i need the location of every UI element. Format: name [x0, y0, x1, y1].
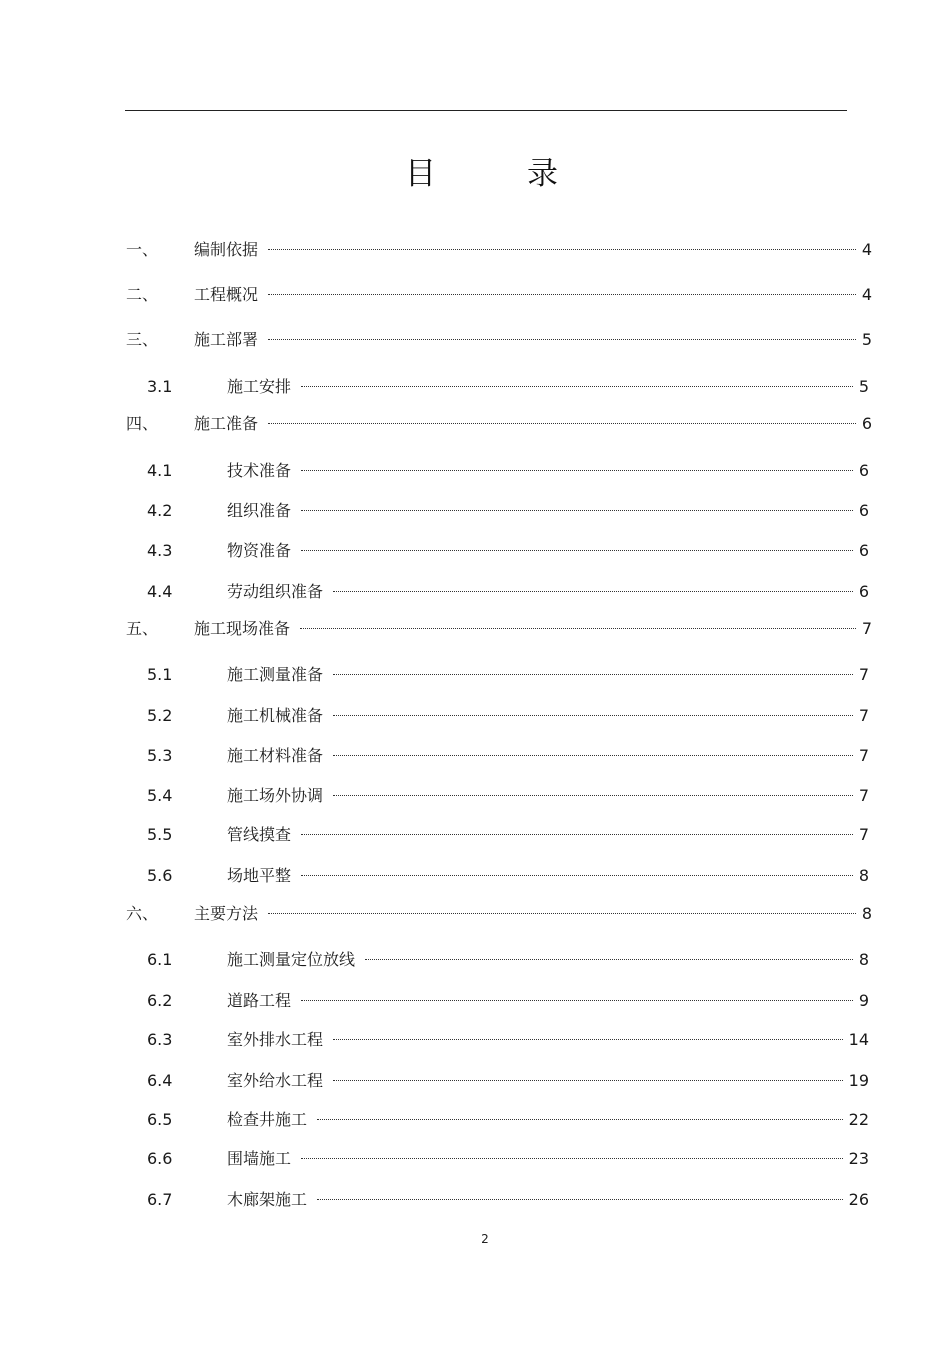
toc-entry-number: 六、 — [126, 904, 159, 923]
toc-entry-number: 6.4 — [147, 1071, 173, 1090]
toc-entry-label: 室外给水工程 — [227, 1071, 324, 1090]
dot-leader — [301, 816, 853, 840]
toc-entry[interactable] — [147, 573, 869, 601]
toc-entry-number: 6.1 — [147, 950, 173, 969]
toc-entry-number: 4.3 — [147, 541, 173, 560]
toc-entry-page: 8 — [861, 904, 872, 923]
toc-entry-number: 6.2 — [147, 991, 173, 1010]
dot-leader — [301, 452, 853, 476]
toc-entry[interactable] — [126, 231, 872, 259]
toc-entry[interactable] — [147, 941, 869, 969]
dot-leader — [333, 737, 853, 761]
toc-entry-page: 6 — [858, 461, 869, 480]
toc-entry[interactable] — [147, 816, 869, 844]
toc-entry-page: 6 — [858, 501, 869, 520]
toc-entry-page: 5 — [861, 330, 872, 349]
toc-entry-number: 5.4 — [147, 786, 173, 805]
toc-entry-label: 劳动组织准备 — [227, 582, 324, 601]
toc-entry-label: 施工测量准备 — [227, 665, 324, 684]
toc-entry[interactable] — [126, 895, 872, 923]
toc-title-char-1: 目 — [405, 156, 436, 192]
toc-entry-page: 6 — [861, 414, 872, 433]
toc-entry-page: 26 — [848, 1190, 869, 1209]
dot-leader — [301, 857, 853, 881]
toc-entry-number: 6.5 — [147, 1110, 173, 1129]
toc-title — [405, 152, 575, 196]
toc-entry-label: 场地平整 — [227, 866, 292, 885]
toc-entry-page: 23 — [848, 1149, 869, 1168]
toc-entry-label: 施工场外协调 — [227, 786, 324, 805]
toc-entry-label: 施工现场准备 — [194, 619, 291, 638]
toc-entry-page: 22 — [848, 1110, 869, 1129]
toc-entry-label: 检查井施工 — [227, 1110, 308, 1129]
dot-leader — [268, 405, 856, 429]
toc-entry-label: 施工部署 — [194, 330, 259, 349]
toc-entry-label: 组织准备 — [227, 501, 292, 520]
toc-entry-label: 施工材料准备 — [227, 746, 324, 765]
toc-entry-number: 4.1 — [147, 461, 173, 480]
toc-entry[interactable] — [147, 656, 869, 684]
dot-leader — [301, 532, 853, 556]
footer-page-number: 2 — [481, 1232, 489, 1246]
toc-entry-page: 8 — [858, 950, 869, 969]
toc-entry-page: 5 — [858, 377, 869, 396]
toc-entry-number: 一、 — [126, 240, 159, 259]
header-rule — [125, 110, 847, 111]
toc-entry-page: 7 — [858, 825, 869, 844]
toc-entry-page: 7 — [861, 619, 872, 638]
toc-entry-page: 9 — [858, 991, 869, 1010]
toc-entry[interactable] — [147, 1021, 869, 1049]
toc-entry[interactable] — [126, 321, 872, 349]
dot-leader — [268, 895, 856, 919]
dot-leader — [301, 982, 853, 1006]
toc-entry[interactable] — [147, 1101, 869, 1129]
toc-entry[interactable] — [147, 1140, 869, 1168]
toc-entry-number: 5.1 — [147, 665, 173, 684]
toc-entry-number: 6.7 — [147, 1190, 173, 1209]
toc-entry[interactable] — [147, 777, 869, 805]
toc-entry-page: 7 — [858, 706, 869, 725]
toc-entry-label: 主要方法 — [194, 904, 259, 923]
toc-entry[interactable] — [147, 982, 869, 1010]
toc-entry-label: 施工测量定位放线 — [227, 950, 356, 969]
toc-entry-label: 编制依据 — [194, 240, 259, 259]
toc-entry-number: 3.1 — [147, 377, 173, 396]
toc-entry[interactable] — [147, 452, 869, 480]
toc-entry-number: 6.3 — [147, 1030, 173, 1049]
dot-leader — [333, 1021, 843, 1045]
dot-leader — [333, 656, 853, 680]
toc-entry-label: 管线摸查 — [227, 825, 292, 844]
toc-entry-page: 19 — [848, 1071, 869, 1090]
dot-leader — [333, 1062, 843, 1086]
toc-title-char-2: 录 — [527, 156, 558, 192]
dot-leader — [317, 1101, 843, 1125]
toc-entry-page: 4 — [861, 240, 872, 259]
toc-entry-page: 6 — [858, 582, 869, 601]
toc-entry-number: 5.3 — [147, 746, 173, 765]
toc-entry-number: 4.2 — [147, 501, 173, 520]
toc-entry-number: 5.5 — [147, 825, 173, 844]
toc-entry-label: 技术准备 — [227, 461, 292, 480]
dot-leader — [317, 1181, 843, 1205]
dot-leader — [268, 321, 856, 345]
toc-entry[interactable] — [147, 1062, 869, 1090]
toc-entry-label: 木廊架施工 — [227, 1190, 308, 1209]
toc-entry-number: 6.6 — [147, 1149, 173, 1168]
toc-entry-page: 6 — [858, 541, 869, 560]
toc-entry-number: 二、 — [126, 285, 159, 304]
dot-leader — [301, 492, 853, 516]
toc-entry-page: 14 — [848, 1030, 869, 1049]
dot-leader — [333, 777, 853, 801]
dot-leader — [301, 1140, 843, 1164]
toc-entry[interactable] — [126, 405, 872, 433]
toc-entry-page: 4 — [861, 285, 872, 304]
toc-entry-label: 物资准备 — [227, 541, 292, 560]
toc-entry-number: 三、 — [126, 330, 159, 349]
toc-entry-label: 室外排水工程 — [227, 1030, 324, 1049]
toc-entry-number: 4.4 — [147, 582, 173, 601]
toc-entry-page: 7 — [858, 786, 869, 805]
dot-leader — [301, 368, 853, 392]
toc-entry[interactable] — [147, 492, 869, 520]
toc-entry-label: 道路工程 — [227, 991, 292, 1010]
toc-entry-page: 7 — [858, 665, 869, 684]
toc-entry-label: 施工安排 — [227, 377, 292, 396]
toc-entry[interactable] — [147, 1181, 869, 1209]
toc-entry-number: 5.2 — [147, 706, 173, 725]
toc-entry-number: 五、 — [126, 619, 159, 638]
toc-entry-label: 围墙施工 — [227, 1149, 292, 1168]
toc-entry[interactable] — [147, 697, 869, 725]
toc-entry[interactable] — [147, 857, 869, 885]
dot-leader — [300, 610, 856, 634]
dot-leader — [333, 697, 853, 721]
dot-leader — [333, 573, 853, 597]
toc-entry-page: 8 — [858, 866, 869, 885]
toc-entry-label: 施工准备 — [194, 414, 259, 433]
toc-entry[interactable] — [126, 610, 872, 638]
toc-entry[interactable] — [126, 276, 872, 304]
toc-entry-label: 施工机械准备 — [227, 706, 324, 725]
toc-entry-label: 工程概况 — [194, 285, 259, 304]
dot-leader — [268, 276, 856, 300]
toc-entry-page: 7 — [858, 746, 869, 765]
toc-entry[interactable] — [147, 532, 869, 560]
toc-entry[interactable] — [147, 368, 869, 396]
dot-leader — [268, 231, 856, 255]
toc-entry-number: 5.6 — [147, 866, 173, 885]
toc-entry-number: 四、 — [126, 414, 159, 433]
toc-entry[interactable] — [147, 737, 869, 765]
dot-leader — [365, 941, 853, 965]
